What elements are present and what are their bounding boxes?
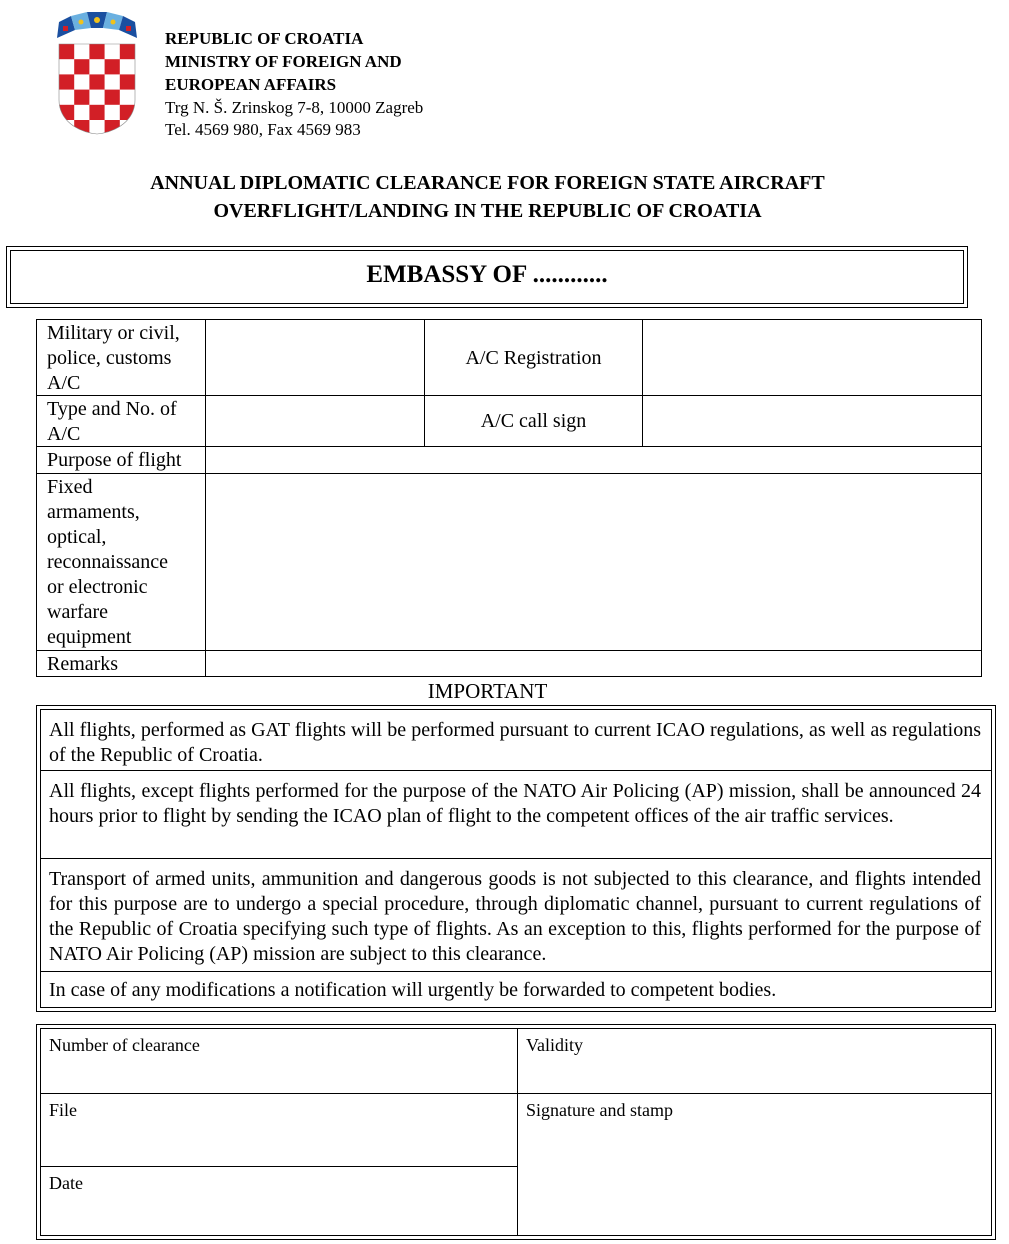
ministry-phone: Tel. 4569 980, Fax 4569 983 [165, 120, 361, 139]
type-label: Type and No. of [47, 398, 177, 420]
purpose-label: Purpose of flight [47, 449, 182, 471]
clearance-box [36, 1024, 996, 1240]
armaments-field[interactable] [205, 473, 982, 651]
document-title-line2: OVERFLIGHT/LANDING IN THE REPUBLIC OF CROATIA [213, 200, 762, 222]
important-note [40, 858, 992, 972]
embassy-label: EMBASSY OF ............ [366, 261, 608, 288]
important-note-text: Transport of armed units, ammunition and dangerous goods is not subjected to this clearance, and flights intended for this purpose are to undergo a special procedure, through diplomatic channel, pursuant to current regulations of the Republic of Croatia specifying such type of flights. As an exception to this, flights performed for the purpose of NATO Air Policing (AP) mission are subject to this clearance. [49, 868, 981, 965]
validity-field[interactable] [517, 1028, 992, 1094]
important-note [40, 971, 992, 1008]
signature-stamp-label: Signature and stamp [526, 1100, 673, 1120]
armaments-label: optical, [47, 526, 107, 548]
embassy-box [6, 246, 968, 308]
file-label: File [49, 1100, 78, 1120]
type-label-cell [36, 395, 206, 447]
purpose-field[interactable] [205, 446, 982, 474]
armaments-label: equipment [47, 626, 132, 648]
armaments-label: reconnaissance [47, 551, 169, 573]
ministry-name-line1: MINISTRY OF FOREIGN AND [165, 52, 402, 71]
remarks-label-cell [36, 650, 206, 677]
military-civil-field[interactable] [205, 319, 425, 396]
important-note [40, 770, 992, 859]
important-heading: IMPORTANT [427, 679, 548, 703]
important-notes-box [36, 705, 996, 1012]
remarks-label: Remarks [47, 653, 119, 675]
type-label: A/C [47, 423, 81, 445]
important-note [40, 709, 992, 771]
croatian-coat-of-arms-icon [53, 8, 141, 136]
registration-field[interactable] [642, 319, 982, 396]
country-name: REPUBLIC OF CROATIA [165, 29, 364, 48]
armaments-label-cell [36, 473, 206, 651]
remarks-field[interactable] [205, 650, 982, 677]
date-field[interactable] [40, 1166, 518, 1236]
important-note-text: All flights, performed as GAT flights will be performed pursuant to current ICAO regulations, as well as regulations of the Republic of Croatia. [49, 719, 981, 766]
military-civil-label: A/C [47, 372, 81, 394]
validity-label: Validity [526, 1035, 583, 1055]
military-civil-label: Military or civil, [47, 322, 180, 344]
armaments-label: armaments, [47, 501, 140, 523]
registration-label: A/C Registration [465, 347, 602, 369]
call-sign-label-cell [424, 395, 643, 447]
purpose-label-cell [36, 446, 206, 474]
important-note-text: In case of any modifications a notification will urgently be forwarded to competent bodies. [49, 979, 777, 1001]
file-field[interactable] [40, 1093, 518, 1167]
armaments-label: Fixed [47, 476, 93, 498]
important-note-text: All flights, except flights performed for the purpose of the NATO Air Policing (AP) mission, shall be announced 24 hours prior to flight by sending the ICAO plan of flight to the competent offices of the air traffic services. [49, 780, 981, 827]
crest-crown [57, 12, 137, 38]
crest-shield [59, 44, 135, 136]
military-civil-label: police, customs [47, 347, 172, 369]
armaments-label: or electronic [47, 576, 148, 598]
document-title-line1: ANNUAL DIPLOMATIC CLEARANCE FOR FOREIGN STATE AIRCRAFT [150, 172, 825, 194]
military-civil-label-cell [36, 319, 206, 396]
clearance-number-field[interactable] [40, 1028, 518, 1094]
signature-stamp-field[interactable] [517, 1093, 992, 1236]
registration-label-cell [424, 319, 643, 396]
ministry-address: Trg N. Š. Zrinskog 7-8, 10000 Zagreb [165, 98, 424, 117]
date-label: Date [49, 1173, 83, 1193]
armaments-label: warfare [47, 601, 109, 623]
ministry-name-line2: EUROPEAN AFFAIRS [165, 75, 337, 94]
clearance-number-label: Number of clearance [49, 1035, 200, 1055]
call-sign-label: A/C call sign [480, 410, 587, 432]
type-field[interactable] [205, 395, 425, 447]
call-sign-field[interactable] [642, 395, 982, 447]
